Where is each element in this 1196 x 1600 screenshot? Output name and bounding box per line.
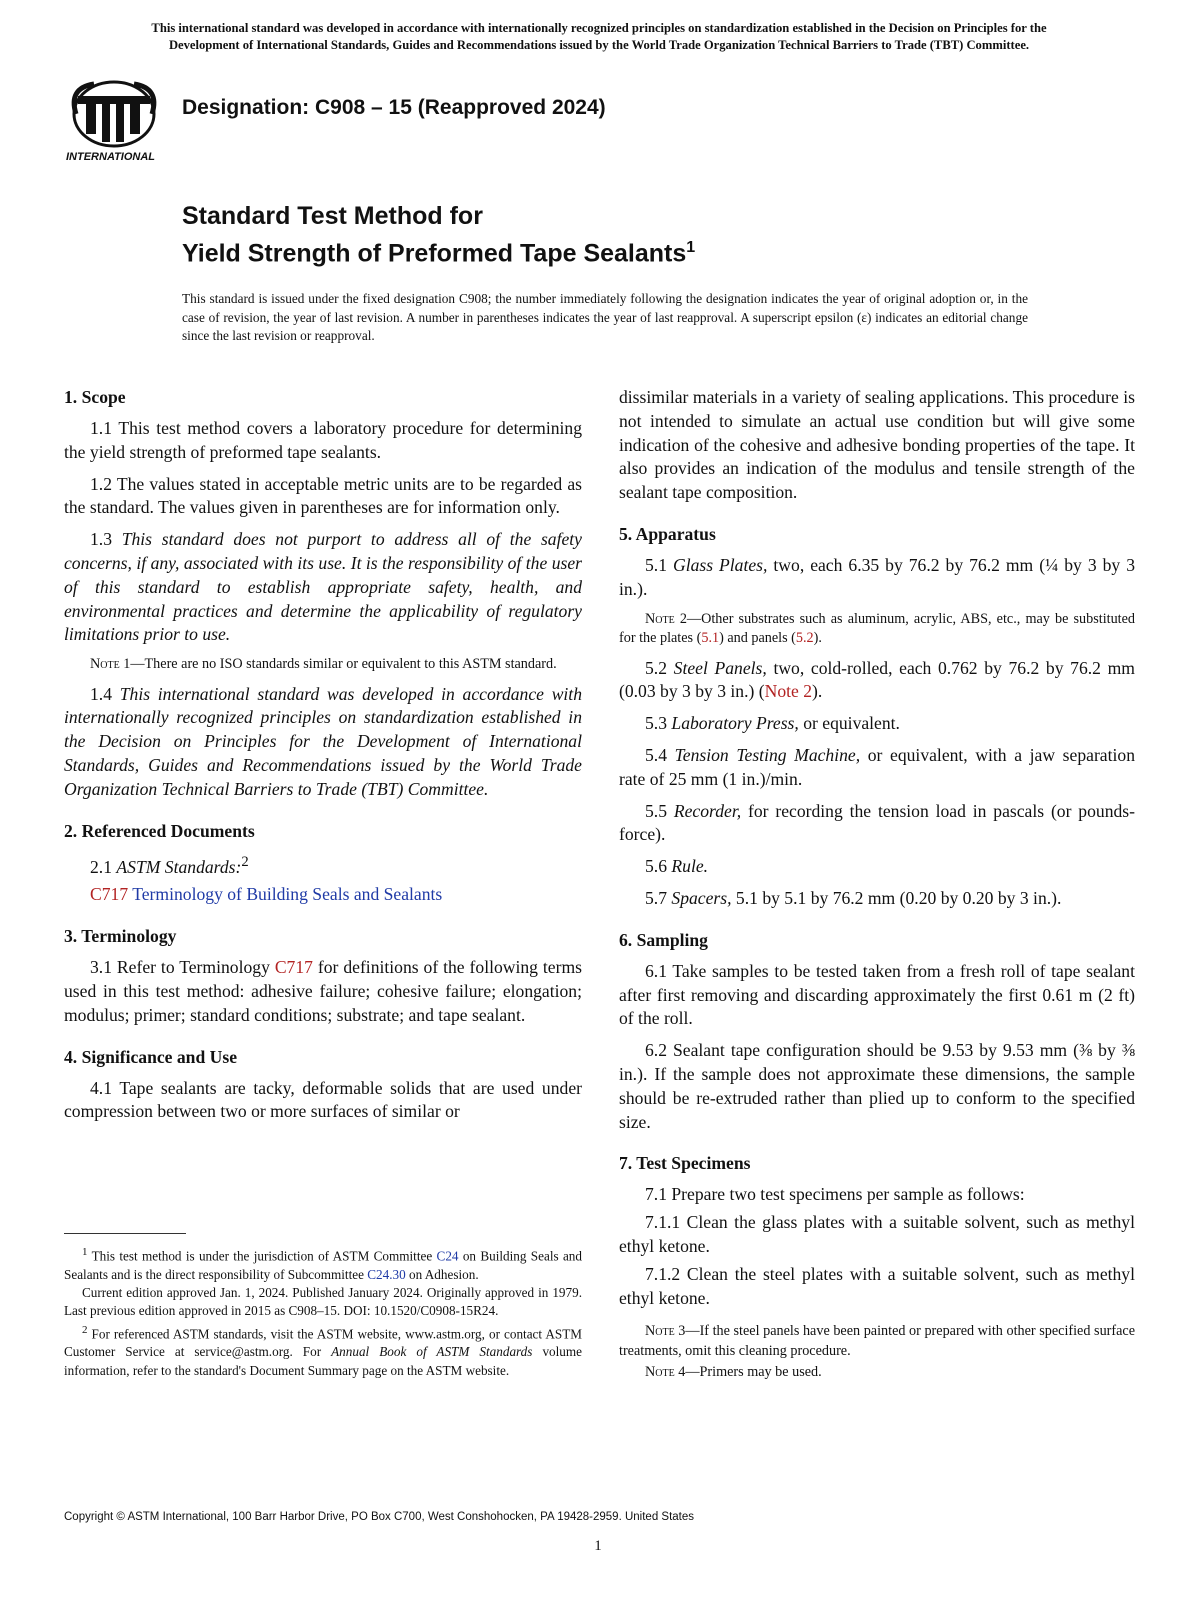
- para-1-2: 1.2 The values stated in acceptable metric units are to be regarded as the standard. The values given in parentheses are for information only.: [64, 473, 582, 518]
- note-2: Note 2—Other substrates such as aluminum, acrylic, ABS, etc., may be substituted for the plates (5.1) and panels (5.2).: [619, 610, 1136, 647]
- para-6-1: 6.1 Take samples to be tested taken from a fresh roll of tape sealant after first removing and discarding approximately the first 0.61 m (2 ft) of the roll.: [619, 960, 1135, 1029]
- para-7-1-1: 7.1.1 Clean the glass plates with a suitable solvent, such as methyl ethyl ketone.: [619, 1212, 1135, 1256]
- para-6-2: 6.2 Sealant tape configuration should be 9.53 by 9.53 mm (⅜ by ⅜ in.). If the sample does not approximate these dimensions, the sample should be re-extruded rather than plied up to conform to the specified size.: [619, 1040, 1135, 1132]
- reference-c717[interactable]: [64, 883, 582, 907]
- notice-line-1: This international standard was developed in accordance with internationally recognized principles on standardization established in the Decision on Principles for the: [151, 21, 1047, 35]
- ref-5-2-link[interactable]: 5.2: [795, 630, 814, 647]
- para-5-4: 5.4 Tension Testing Machine, or equivalent, with a jaw separation rate of 25 mm (1 in.)/min.: [619, 744, 1135, 789]
- title-line-2: Yield Strength of Preformed Tape Sealants$^1$: [182, 239, 696, 268]
- para-5-7: 5.7 Spacers, 5.1 by 5.1 by 76.2 mm (0.20 by 0.20 by 3 in.).: [645, 887, 1062, 908]
- para-4-1-continued: dissimilar materials in a variety of sealing applications. This procedure is not intended to simulate an actual use condition but will give some indication of the cohesive and adhesive bonding properties of the tape. It also provides an indication of the modulus and tensile strength of the sealant tape composition.: [619, 387, 1135, 503]
- c717-inline-link[interactable]: C717: [274, 957, 313, 978]
- title-footnote-mark: 1: [686, 239, 696, 256]
- right-column: [619, 386, 1135, 1391]
- footnote-divider: [64, 1233, 186, 1234]
- development-notice: [60, 20, 1138, 54]
- para-3-1: 3.1 Refer to Terminology C717 for definitions of the following terms used in this test method: adhesive failure; cohesive failure; elongation; modulus; primer; standard conditions; substrate; and tape sealant.: [64, 957, 582, 1025]
- copyright-line: Copyright © ASTM International, 100 Barr Harbor Drive, PO Box C700, West Conshohocken, PA 19428-2959. United States: [64, 1511, 695, 1523]
- para-1-1: 1.1 This test method covers a laboratory procedure for determining the yield strength of preformed tape sealants.: [64, 418, 582, 462]
- astm-logo-mark: [64, 78, 168, 168]
- c24-link[interactable]: C24: [436, 1248, 459, 1264]
- para-5-3: 5.3 Laboratory Press, or equivalent.: [645, 713, 900, 734]
- designation: Designation: C908 – 15 (Reapproved 2024): [182, 96, 606, 119]
- c717-link[interactable]: C717: [90, 884, 129, 905]
- note-4: Note 4—Primers may be used.: [645, 1364, 822, 1381]
- section-test-specimens-heading: 7. Test Specimens: [619, 1153, 751, 1174]
- para-2-1: 2.1 ASTM Standards:$^2$: [90, 853, 249, 877]
- para-5-5: 5.5 Recorder, for recording the tension load in pascals (or pounds-force).: [619, 800, 1135, 845]
- c24-30-link[interactable]: C24.30: [367, 1266, 406, 1282]
- section-terminology-heading: 3. Terminology: [64, 926, 177, 947]
- para-5-1: 5.1 Glass Plates, two, each 6.35 by 76.2 by 76.2 mm (¼ by 3 by 3 in.).: [619, 554, 1135, 599]
- para-1-3: 1.3 This standard does not purport to address all of the safety concerns, if any, associated with its use. It is the responsibility of the user of this standard to establish appropriate safety, health, and environmental practices and determine the applicability of regulatory limitations prior to use.: [64, 529, 582, 645]
- note-1: Note 1—There are no ISO standards similar or equivalent to this ASTM standard.: [90, 656, 557, 673]
- section-sampling-heading: 6. Sampling: [619, 929, 708, 950]
- section-significance-heading: 4. Significance and Use: [64, 1046, 238, 1067]
- para-5-6: 5.6 Rule.: [645, 856, 709, 877]
- para-7-1: 7.1 Prepare two test specimens per sample as follows:: [645, 1184, 1025, 1205]
- footnote-2: $^2$ For referenced ASTM standards, visit the ASTM website, www.astm.org, or contact ASTM Customer Service at service@astm.org. For Annual Book of ASTM Standards volume information, refer to the standard's Document Summary page on the ASTM website.: [64, 1323, 583, 1378]
- notice-line-2: Development of International Standards, Guides and Recommendations issued by the World Trade Organization Technical Barriers to Trade (TBT) Committee.: [168, 38, 1030, 52]
- c717-title-link[interactable]: Terminology of Building Seals and Sealants: [132, 884, 443, 905]
- note-3: Note 3—If the steel panels have been painted or prepared with other specified surface treatments, omit this cleaning procedure.: [619, 1323, 1135, 1359]
- page-number: 1: [594, 1538, 602, 1554]
- para-5-2: 5.2 Steel Panels, two, cold-rolled, each 0.762 by 76.2 by 76.2 mm (0.03 by 3 by 3 in.) (Note 2).: [619, 657, 1135, 702]
- astm-logo: [64, 78, 168, 168]
- logo-text: INTERNATIONAL: [66, 151, 156, 163]
- section-scope-heading: 1. Scope: [64, 387, 126, 407]
- section-referenced-documents-heading: 2. Referenced Documents: [64, 820, 255, 841]
- preamble: This standard is issued under the fixed designation C908; the number immediately following the designation indicates the year of original adoption or, in the case of revision, the year of last revision. A number in parentheses indicates the year of last reapproval. A superscript epsilon (ε) indicates an editorial change since the last revision or reapproval.: [182, 291, 1028, 343]
- footnote-1: $^1$ This test method is under the jurisdiction of ASTM Committee C24 on Building Seals and Sealants and is the direct responsibility of Subcommittee C24.30 on Adhesion.: [64, 1246, 582, 1282]
- title-line-1: Standard Test Method for: [182, 202, 483, 230]
- para-4-1: 4.1 Tape sealants are tacky, deformable solids that are used under compression between two or more surfaces of similar or: [64, 1077, 582, 1122]
- section-apparatus-heading: 5. Apparatus: [619, 523, 716, 544]
- footnote-1-edition: Current edition approved Jan. 1, 2024. Published January 2024. Originally approved in 1979. Last previous edition approved in 2015 as C908–15. DOI: 10.1520/C0908-15R24.: [64, 1284, 582, 1319]
- footnotes: [64, 1243, 582, 1380]
- para-7-1-2: 7.1.2 Clean the steel plates with a suitable solvent, such as methyl ethyl ketone.: [619, 1263, 1135, 1308]
- left-column: [64, 386, 582, 1132]
- note-2-link[interactable]: Note 2: [764, 681, 813, 702]
- para-1-4: 1.4 This international standard was developed in accordance with internationally recognized principles on standardization established in the Decision on Principles for the Development of International Standards, Guides and Recommendations issued by the World Trade Organization Technical Barriers to Trade (TBT) Committee.: [64, 683, 582, 799]
- document-title: [182, 200, 695, 269]
- ref-5-1-link[interactable]: 5.1: [701, 630, 720, 647]
